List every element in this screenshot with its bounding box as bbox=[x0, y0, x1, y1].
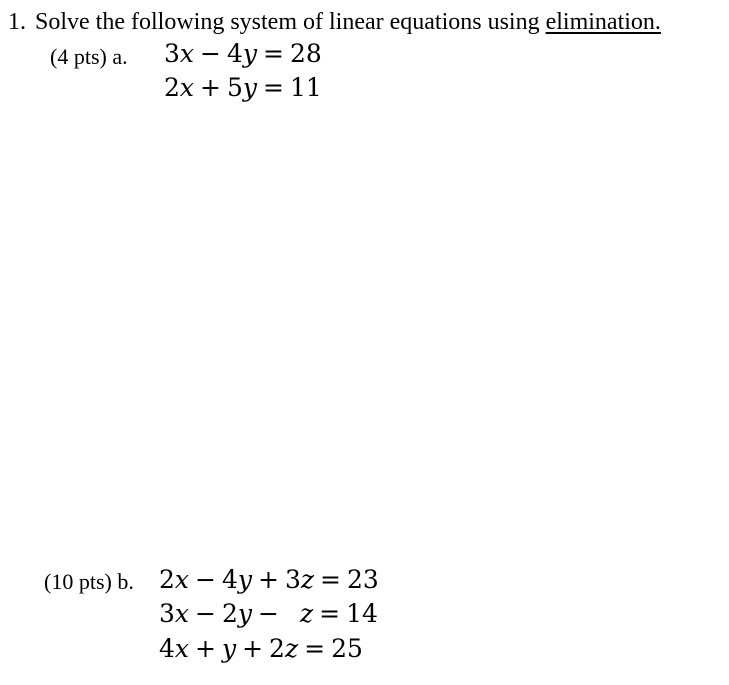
part-b-label: (10 pts) b. bbox=[44, 569, 134, 594]
question-number: 1. bbox=[8, 9, 26, 35]
part-b-equation-1: 2x − 4y + 3z = 23 bbox=[159, 565, 379, 594]
question-prompt: Solve the following system of linear equations using bbox=[35, 9, 546, 35]
part-a-equation-1: 3x − 4y = 28 bbox=[164, 39, 322, 68]
part-a-equation-2: 2x + 5y = 11 bbox=[164, 73, 322, 102]
part-b-equation-3: 4x + y + 2z = 25 bbox=[159, 634, 363, 663]
question-heading bbox=[8, 8, 661, 36]
question-emphasis: elimination. bbox=[545, 9, 661, 35]
part-a-label: (4 pts) a. bbox=[50, 44, 128, 69]
part-b-equation-2: 3x − 2y − z = 14 bbox=[159, 599, 378, 628]
